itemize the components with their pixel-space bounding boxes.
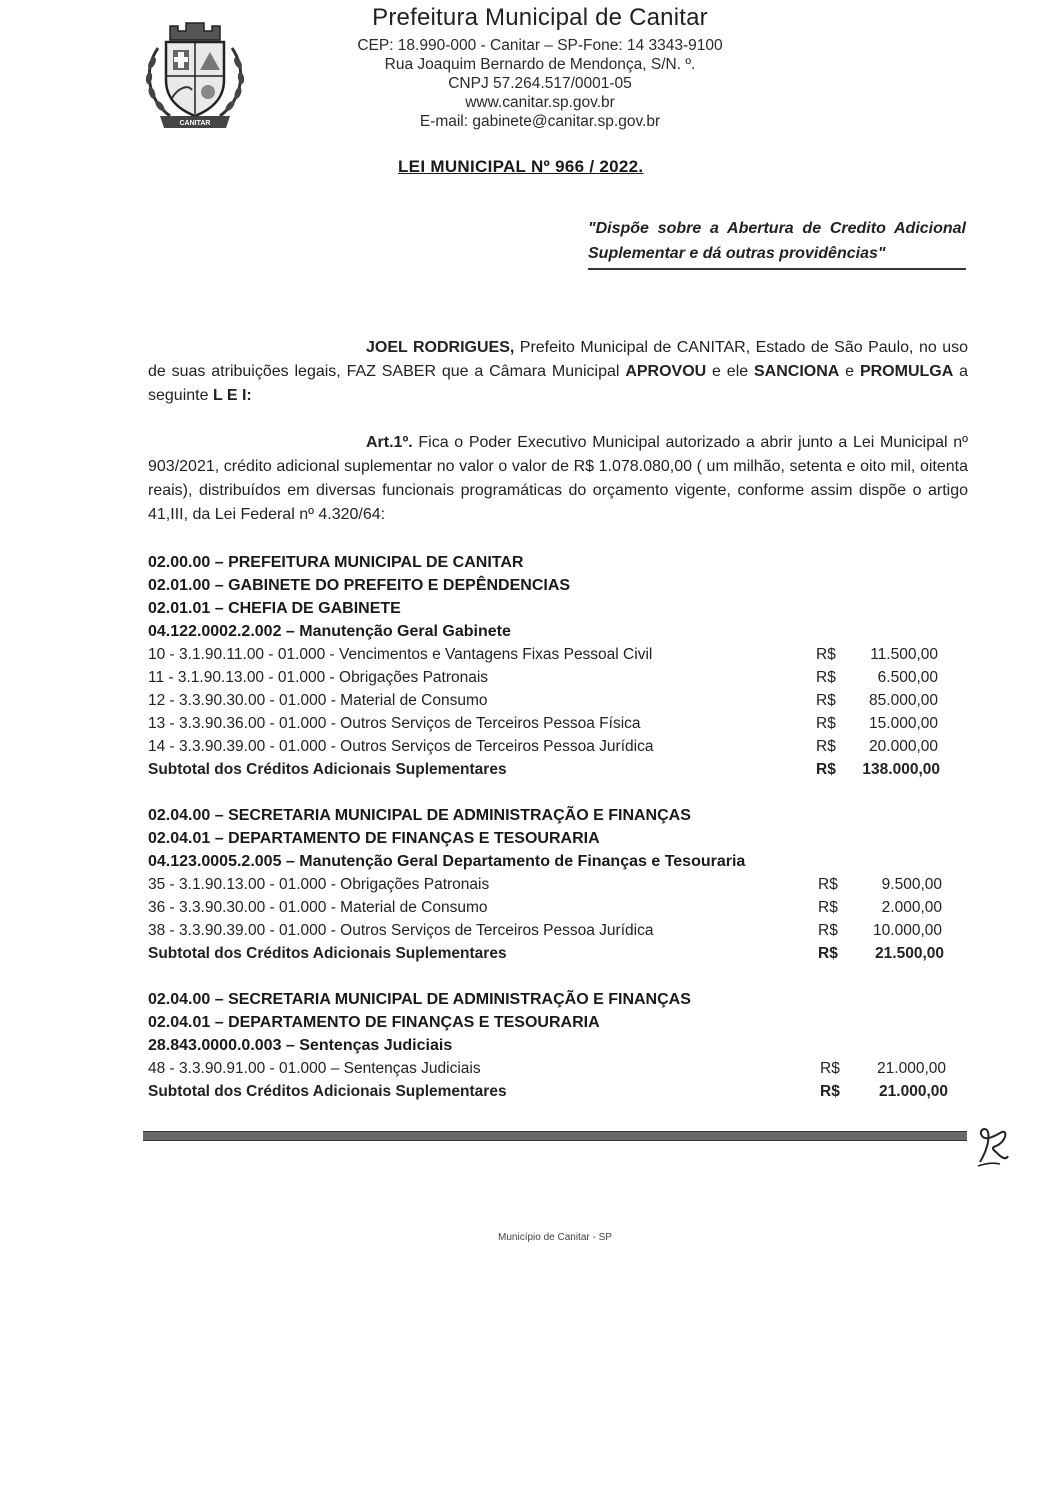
item-amount: 15.000,00 (869, 715, 938, 732)
item-amount: 2.000,00 (881, 899, 942, 916)
header-email-line: E-mail: gabinete@canitar.sp.gov.br (419, 113, 661, 130)
budget-item-row (148, 873, 948, 896)
item-currency: R$ (816, 692, 836, 709)
item-description: 35 - 3.1.90.13.00 - 01.000 - Obrigações Patronais (148, 876, 490, 893)
subtotal-amount: 21.000,00 (879, 1083, 948, 1100)
item-currency: R$ (818, 876, 838, 893)
item-description: 10 - 3.1.90.11.00 - 01.000 - Vencimentos e Vantagens Fixas Pessoal Civil (148, 646, 653, 663)
item-description: 13 - 3.3.90.36.00 - 01.000 - Outros Serviços de Terceiros Pessoa Física (148, 715, 641, 732)
budget-item-row (148, 666, 948, 689)
subtotal-currency: R$ (818, 945, 838, 962)
block-1-heading-4: 04.122.0002.2.002 – Manutenção Geral Gabinete (148, 623, 511, 640)
budget-block-2 (148, 804, 948, 965)
preamble-paragraph (148, 336, 968, 408)
item-currency: R$ (818, 922, 838, 939)
subtotal-row (148, 758, 948, 781)
item-amount: 21.000,00 (877, 1060, 946, 1077)
item-currency: R$ (816, 715, 836, 732)
budget-block-3 (148, 988, 948, 1103)
budget-item-row (148, 689, 948, 712)
municipal-crest-icon (140, 18, 250, 130)
item-amount: 9.500,00 (881, 876, 942, 893)
item-description: 38 - 3.3.90.39.00 - 01.000 - Outros Serviços de Terceiros Pessoa Jurídica (148, 922, 654, 939)
article-1-label: Art.1º. (366, 434, 413, 451)
item-amount: 10.000,00 (873, 922, 942, 939)
item-currency: R$ (816, 738, 836, 755)
budget-item-row (148, 896, 948, 919)
mayor-name: JOEL RODRIGUES, (366, 339, 515, 356)
block-3-heading-1: 02.04.00 – SECRETARIA MUNICIPAL DE ADMINISTRAÇÃO E FINANÇAS (148, 991, 691, 1008)
block-1-heading-1: 02.00.00 – PREFEITURA MUNICIPAL DE CANITAR (148, 554, 524, 571)
subtotal-row (148, 942, 948, 965)
header-website-line: www.canitar.sp.gov.br (465, 94, 615, 111)
preamble-aprovou: APROVOU (625, 363, 707, 380)
ementa: "Dispõe sobre a Abertura de Credito Adicional Suplementar e dá outras providências" (588, 216, 966, 270)
budget-item-row (148, 919, 948, 942)
preamble-text-3: e (839, 363, 860, 380)
subtotal-currency: R$ (816, 761, 836, 778)
preamble-lei: L E I: (212, 387, 252, 404)
subtotal-label: Subtotal dos Créditos Adicionais Suplementares (148, 761, 507, 778)
law-title: LEI MUNICIPAL Nº 966 / 2022. (398, 157, 644, 176)
item-currency: R$ (818, 899, 838, 916)
block-1-heading-3: 02.01.01 – CHEFIA DE GABINETE (148, 600, 401, 617)
preamble-text-4: a seguinte (148, 363, 969, 404)
block-2-heading-1: 02.04.00 – SECRETARIA MUNICIPAL DE ADMINISTRAÇÃO E FINANÇAS (148, 807, 691, 824)
article-1-paragraph (148, 431, 968, 527)
block-3-heading-3: 28.843.0000.0.003 – Sentenças Judiciais (148, 1037, 453, 1054)
item-amount: 85.000,00 (869, 692, 938, 709)
item-amount: 6.500,00 (877, 669, 938, 686)
subtotal-label: Subtotal dos Créditos Adicionais Suplementares (148, 945, 507, 962)
subtotal-label: Subtotal dos Créditos Adicionais Suplementares (148, 1083, 507, 1100)
item-amount: 11.500,00 (870, 646, 938, 663)
budget-block-1 (148, 551, 948, 781)
header-address-line: CEP: 18.990-000 - Canitar – SP-Fone: 14 3343-9100 (357, 37, 723, 54)
subtotal-amount: 21.500,00 (875, 945, 944, 962)
page-footer: Município de Canitar - SP (498, 1232, 612, 1243)
item-currency: R$ (816, 646, 836, 663)
crest-label: CANITAR (179, 120, 211, 127)
item-currency: R$ (816, 669, 836, 686)
subtotal-amount: 138.000,00 (862, 761, 940, 778)
block-2-heading-2: 02.04.01 – DEPARTAMENTO DE FINANÇAS E TESOURARIA (148, 830, 600, 847)
block-3-heading-2: 02.04.01 – DEPARTAMENTO DE FINANÇAS E TESOURARIA (148, 1014, 600, 1031)
article-1-text: Fica o Poder Executivo Municipal autorizado a abrir junto a Lei Municipal nº 903/2021, crédito adicional suplementar no valor o valor de R$ 1.078.080,00 ( um milhão, setenta e oito mil, oitenta reais), distribuídos em diversas funcionais programáticas do orçamento vigente, conforme assim dispõe o artigo 41,III, da Lei Federal nº 4.320/64: (148, 434, 968, 523)
preamble-sanciona: SANCIONA (754, 363, 840, 380)
item-description: 11 - 3.1.90.13.00 - 01.000 - Obrigações Patronais (148, 669, 489, 686)
letterhead (290, 4, 790, 131)
item-description: 48 - 3.3.90.91.00 - 01.000 – Sentenças Judiciais (148, 1060, 481, 1077)
subtotal-row (148, 1080, 948, 1103)
header-street-line: Rua Joaquim Bernardo de Mendonça, S/N. º. (384, 56, 696, 73)
section-divider (143, 1131, 967, 1141)
header-title: Prefeitura Municipal de Canitar (372, 4, 708, 31)
block-2-heading-3: 04.123.0005.2.005 – Manutenção Geral Departamento de Finanças e Tesouraria (148, 853, 746, 870)
budget-item-row (148, 712, 948, 735)
header-cnpj-line: CNPJ 57.264.517/0001-05 (448, 75, 632, 92)
item-amount: 20.000,00 (869, 738, 938, 755)
budget-item-row (148, 1057, 948, 1080)
block-1-heading-2: 02.01.00 – GABINETE DO PREFEITO E DEPÊNDENCIAS (148, 577, 571, 594)
item-description: 12 - 3.3.90.30.00 - 01.000 - Material de Consumo (148, 692, 488, 709)
preamble-text-2: e ele (706, 363, 754, 380)
budget-item-row (148, 643, 948, 666)
item-currency: R$ (820, 1060, 840, 1077)
preamble-text-1: Prefeito Municipal de CANITAR, Estado de São Paulo, no uso de suas atribuições legais, FAZ SABER que a Câmara Municipal (148, 339, 968, 380)
item-description: 36 - 3.3.90.30.00 - 01.000 - Material de Consumo (148, 899, 488, 916)
item-description: 14 - 3.3.90.39.00 - 01.000 - Outros Serviços de Terceiros Pessoa Jurídica (148, 738, 654, 755)
initials-signature-icon (972, 1122, 1012, 1172)
budget-item-row (148, 735, 948, 758)
subtotal-currency: R$ (820, 1083, 840, 1100)
preamble-promulga: PROMULGA (859, 363, 954, 380)
